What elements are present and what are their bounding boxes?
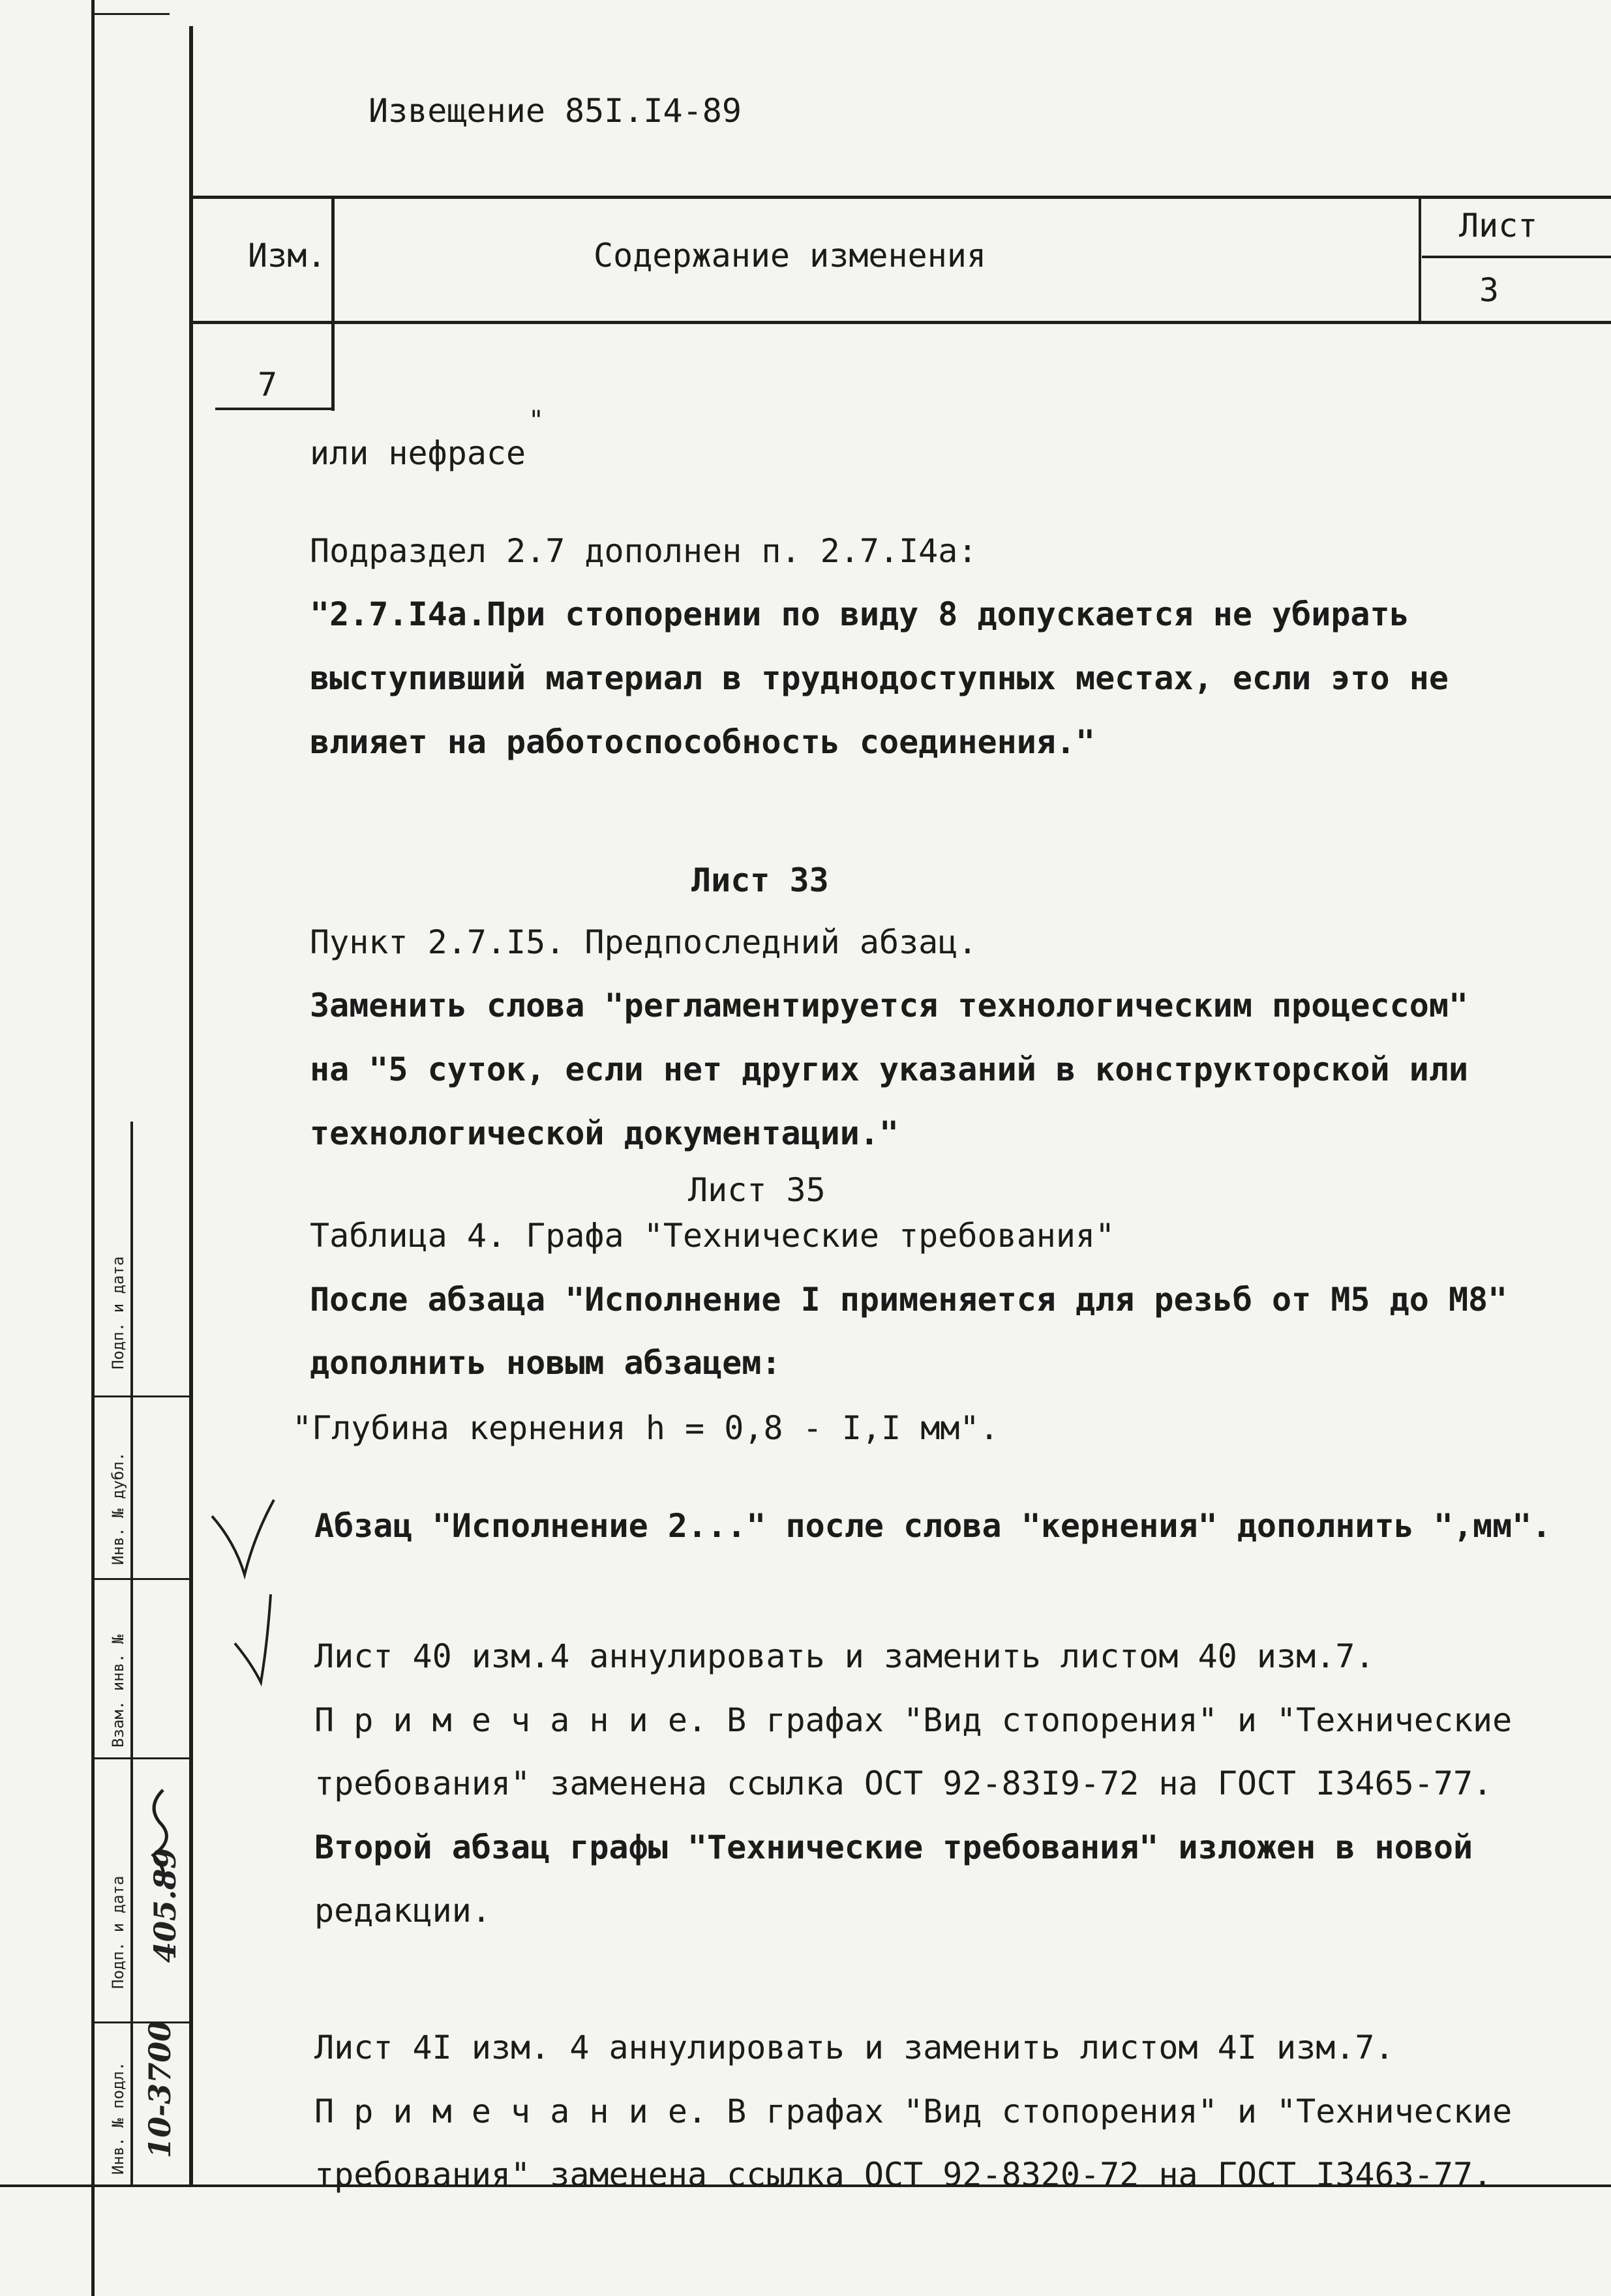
text-line: или нефрасе [310, 434, 526, 472]
section-heading: Лист 35 [688, 1171, 826, 1209]
text-line: Второй абзац графы "Технические требования" изложен в новой [314, 1828, 1473, 1866]
list-cell-divider [1422, 256, 1611, 258]
text-line: Лист 4I изм. 4 аннулировать и заменить листом 4I изм.7. [314, 2029, 1394, 2066]
stamp-value-inv-podl: 10-3700 [142, 2020, 177, 2158]
stamp-divider [91, 1578, 189, 1580]
text-line: "Глубина кернения h = 0,8 - I,I мм". [292, 1409, 999, 1447]
list-column-divider [1419, 196, 1421, 323]
table-header-content: Содержание изменения [594, 237, 987, 275]
inner-border-line [189, 26, 193, 2184]
text-line: влияет на работоспособность соединения." [310, 723, 1096, 761]
text-line: "2.7.I4а.При стопорении по виду 8 допускается не убирать [310, 595, 1409, 633]
stamp-label-inv-podl: Инв. № подл. [109, 2061, 127, 2175]
izm-cell-underline [215, 408, 333, 410]
stamp-label-podp-data: Подп. и дата [109, 1875, 127, 1989]
stamp-label-podp-data: Подп. и дата [109, 1256, 127, 1369]
stamp-label-inv-dubl: Инв. № дубл. [109, 1452, 127, 1565]
top-tick-line [91, 13, 170, 15]
text-line: После абзаца "Исполнение I применяется для резьб от М5 до М8" [310, 1281, 1508, 1319]
text-line: П р и м е ч а н и е. В графах "Вид стопорения" и "Технические [314, 1701, 1513, 1739]
text-line: требования" заменена ссылка ОСТ 92-8320-72 на ГОСТ I3463-77. [314, 2156, 1493, 2194]
text-line: выступивший материал в труднодоступных местах, если это не [310, 659, 1449, 697]
stamp-label-vzam-inv: Взам. инв. № [109, 1634, 127, 1748]
text-line: требования" заменена ссылка ОСТ 92-83I9-72 на ГОСТ I3465-77. [314, 1765, 1493, 1802]
stamp-divider [91, 1395, 189, 1397]
table-list-number: 3 [1479, 271, 1499, 309]
text-line: Заменить слова "регламентируется технологическим процессом" [310, 987, 1469, 1024]
text-line: Пункт 2.7.I5. Предпоследний абзац. [310, 923, 978, 961]
stamp-divider [91, 1757, 189, 1759]
notice-title: Извещение 85I.I4-89 [369, 92, 742, 130]
text-line: Лист 40 изм.4 аннулировать и заменить листом 40 изм.7. [314, 1637, 1375, 1675]
left-border-line [91, 0, 95, 2296]
text-line: Подраздел 2.7 дополнен п. 2.7.I4а: [310, 532, 978, 570]
check-mark-icon [232, 1591, 284, 1689]
text-line: П р и м е ч а н и е. В графах "Вид стопорения" и "Технические [314, 2093, 1513, 2130]
text-line: Абзац "Исполнение 2..." после слова "кернения" дополнить ",мм". [314, 1507, 1552, 1545]
izm-column-divider [331, 196, 335, 411]
text-line: редакции. [314, 1892, 491, 1930]
table-header-izm: Изм. [248, 237, 327, 275]
text-line: технологической документации." [310, 1114, 899, 1152]
text-line: дополнить новым абзацем: [310, 1344, 781, 1382]
stamp-value-date: 405.89 [147, 1847, 183, 1963]
stamp-border-line [130, 1122, 133, 2184]
text-line: Таблица 4. Графа "Технические требования" [310, 1217, 1115, 1255]
quote-mark: " [528, 406, 545, 436]
section-heading: Лист 33 [691, 861, 829, 899]
signature-icon [140, 1787, 186, 1885]
table-bottom-line [189, 321, 1611, 324]
text-line: на "5 суток, если нет других указаний в конструкторской или [310, 1051, 1469, 1088]
table-header-list: Лист [1459, 207, 1538, 245]
table-izm-number: 7 [258, 366, 278, 404]
table-top-line [189, 196, 1611, 199]
check-mark-icon [209, 1497, 280, 1581]
